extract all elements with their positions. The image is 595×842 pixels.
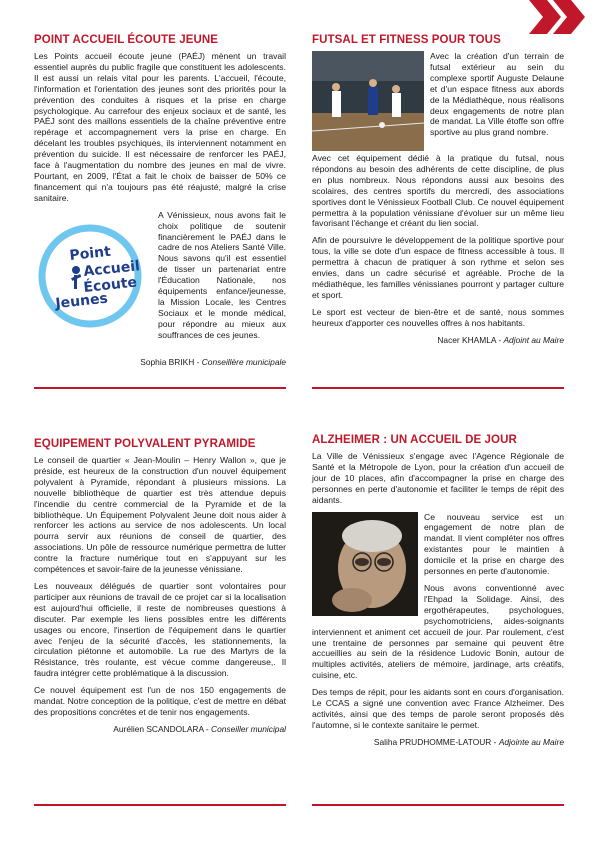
article-title: EQUIPEMENT POLYVALENT PYRAMIDE [34, 438, 256, 450]
running-person-icon [71, 266, 81, 289]
article-title: FUTSAL ET FITNESS POUR TOUS [312, 34, 501, 46]
author-role: Conseiller municipal [211, 723, 286, 734]
divider [312, 387, 564, 389]
author-role: Adjointe au Maire [498, 736, 564, 747]
photo-block [312, 512, 564, 688]
article-futsal [312, 34, 564, 345]
author-role: Conseillère municipale [201, 356, 286, 367]
article-paragraph: Ce nouveau service est un engagement de notre plan de mandat. Il vient compléter nos offres existantes pour le maintien à domicile et la prise en charge des personnes en perte d'autonomie. [424, 511, 564, 577]
divider [312, 804, 564, 806]
divider [34, 804, 286, 806]
author-role: Adjoint au Maire [503, 334, 564, 345]
article-paragraph: Le conseil de quartier « Jean-Moulin – Henry Wallon », que je préside, est heureux de la construction d'un nouvel équipement polyvalent à Pyramide, répondant à plusieurs missions. La nouvelle bibliothèque de quartier est très attendue depuis l'incendie du centre commercial de la Pyramide et de la bibliothèque. Un Équipement Polyvalent Jeune doit nous aider à renforcer les actions au service de nos adolescents. Un local pourra servir aux réunions de conseil de quartier, des associations. Un pôle de ressource numérique permettra de lutter contre la fracture numérique tout en s'appuyant sur les compétences et savoir-faire de la jeunesse vénissiane. [34, 455, 286, 575]
article-alzheimer [312, 434, 564, 747]
article-paragraph: Nous avons conventionné avec l'Ehpad la Solidage. Ainsi, des ergothérapeutes, psychologues, psychomotriciens, aides-soignants interviennent et animent cet accueil de jour. Par roulement, c'est une trentaine de personnes par semaine qui peuvent être accueillies au sein de la résidence Ludovic Bonin, autour de multiples activités, ateliers de mémoire, jardinage, arts créatifs, cuisine, etc. [312, 582, 564, 681]
signature: Nacer KHAMLA - Adjoint au Maire [437, 334, 564, 345]
photo-block [312, 51, 564, 153]
author-name: Sophia BRIKH [140, 356, 195, 367]
article-paragraph: Le sport est vecteur de bien-être et de santé, nous sommes heureux d'apporter ces nouvelles offres à nos habitants. [312, 306, 564, 328]
signature: Aurélien SCANDOLARA - Conseiller municipal [113, 723, 286, 734]
logo-block [34, 210, 286, 347]
logo-line: Point [68, 243, 112, 264]
article-paragraph: Des temps de répit, pour les aidants sont en cours d'organisation. Le CCAS a signé une convention avec France Alzheimer. Des activités, ainsi que des temps de parole seront proposés dès l'automne, si le contexte sanitaire le permet. [312, 687, 564, 730]
logo-line: Écoute [82, 274, 138, 296]
article-title: POINT ACCUEIL ÉCOUTE JEUNE [34, 34, 219, 46]
article-paragraph: Avec cet équipement dédié à la pratique du futsal, nous répondons au besoin des adhérents de cette discipline, de plus en plus nombreux. Nous répondons aussi aux besoins des scolaires, des centres sportifs du mercredi, des associations sportives dont le Vénissieux Football Club. Ce nouvel équipement permettra à la population vénissiane d'évoluer sur un même lieu favorisant l'échange et créant du lien social. [312, 153, 564, 229]
article-point-accueil [34, 34, 286, 367]
divider [34, 387, 286, 389]
signature: Sophia BRIKH - Conseillère municipale [140, 356, 286, 367]
article-paragraph: Les nouveaux délégués de quartier sont volontaires pour participer aux réunions de travail de ce projet car si la localisation est aujourd'hui officielle, il reste de nombreuses questions à discuter. Par exemple les liens possibles entre les différents usages ou encore, l'insertion de l'équipement dans le quartier avec l'enjeu de la sécurité d'accès, les stationnements, la circulation piétonne et automobile. La rue des Martyrs de la Résistance, très roulante, est vécue comme dangereuse,. Il faudra intégrer cette problématique à la discussion. [34, 580, 286, 679]
signature: Saliha PRUDHOMME-LATOUR - Adjointe au Maire [373, 736, 564, 747]
logo-line: Accueil [82, 257, 141, 280]
article-paragraph: Avec la création d'un terrain de futsal extérieur au sein du complexe sportif Auguste Delaune et d'un espace fitness aux abords de la Médiathèque, nous réalisons deux engagements de notre plan de mandat. La Ville étoffe son offre sportive au plus grand nombre. [430, 51, 564, 138]
elderly-woman-photo [312, 512, 418, 616]
double-chevron-icon [525, 0, 589, 34]
article-paragraph: Afin de poursuivre le développement de la politique sportive pour tous, la ville se dote d'un espace de fitness accessible à tous. Il permettra à chacun de pratiquer à son rythme et selon ses envies, dans un cadre sécurisé et agréable. Proche de la médiathèque, les familles vénissianes pourront y partager culture et sport. [312, 235, 564, 300]
futsal-photo [312, 51, 424, 151]
author-name: Saliha PRUDHOMME-LATOUR [373, 736, 492, 747]
article-title: ALZHEIMER : UN ACCUEIL DE JOUR [312, 434, 517, 446]
article-paragraph: Ce nouvel équipement est l'un de nos 150 engagements de mandat. Notre conception de la politique, c'est de mettre en débat des propositions concrètes et de tenir nos engagements. [34, 685, 286, 717]
article-paragraph: La Ville de Vénissieux s'engage avec l'Agence Régionale de Santé et la Métropole de Lyon, pour la création d'un accueil de jour de 10 places, afin d'accompagner la prise en charge des personnes en perte d'autonomie et faciliter le temps de répit des aidants. [312, 451, 564, 505]
article-pyramide [34, 438, 286, 734]
article-paragraph: Les Points accueil écoute jeune (PAÉJ) mènent un travail essentiel auprès du public fragile que constituent les adolescents. Il est aussi un relais vital pour les parents. L'accueil, l'écoute, l'information et l'orientation des jeunes sont des priorités pour la prévention des conduites à risques et la prise en charge psychologique. Au carrefour des enjeux sociaux et de santé, les PAÉJ sont des maillons essentiels de la chaîne préventive entre repérage et accompagnement vers la prise en charge. En décelant les troubles psychiques, ils interviennent notamment en prévention du suicide. Il est nécessaire de renforcer les PAÉJ, face à l'augmentation du nombre des jeunes en mal de vivre. Pourtant, en 2009, l'État a fait le choix de baisser de 50% ce financement qui n'a toujours pas été réajusté, malgré la crise sanitaire. [34, 51, 286, 203]
article-paragraph: A Vénissieux, nous avons fait le choix politique de soutenir financièrement le PAÉJ dans le cadre de nos Ateliers Santé Ville. Nous savons qu'il est essentiel de tisser un partenariat entre l'Éducation Nationale, nos équipements enfance/jeunesse, la Mission Locale, les Centres Sociaux et le monde médical, pour répondre au mieux aux souffrances de ces jeunes. [158, 209, 286, 340]
paej-logo [34, 224, 152, 334]
logo-line: Jeunes [54, 290, 109, 312]
author-name: Nacer KHAMLA [437, 334, 497, 345]
author-name: Aurélien SCANDOLARA [113, 723, 204, 734]
